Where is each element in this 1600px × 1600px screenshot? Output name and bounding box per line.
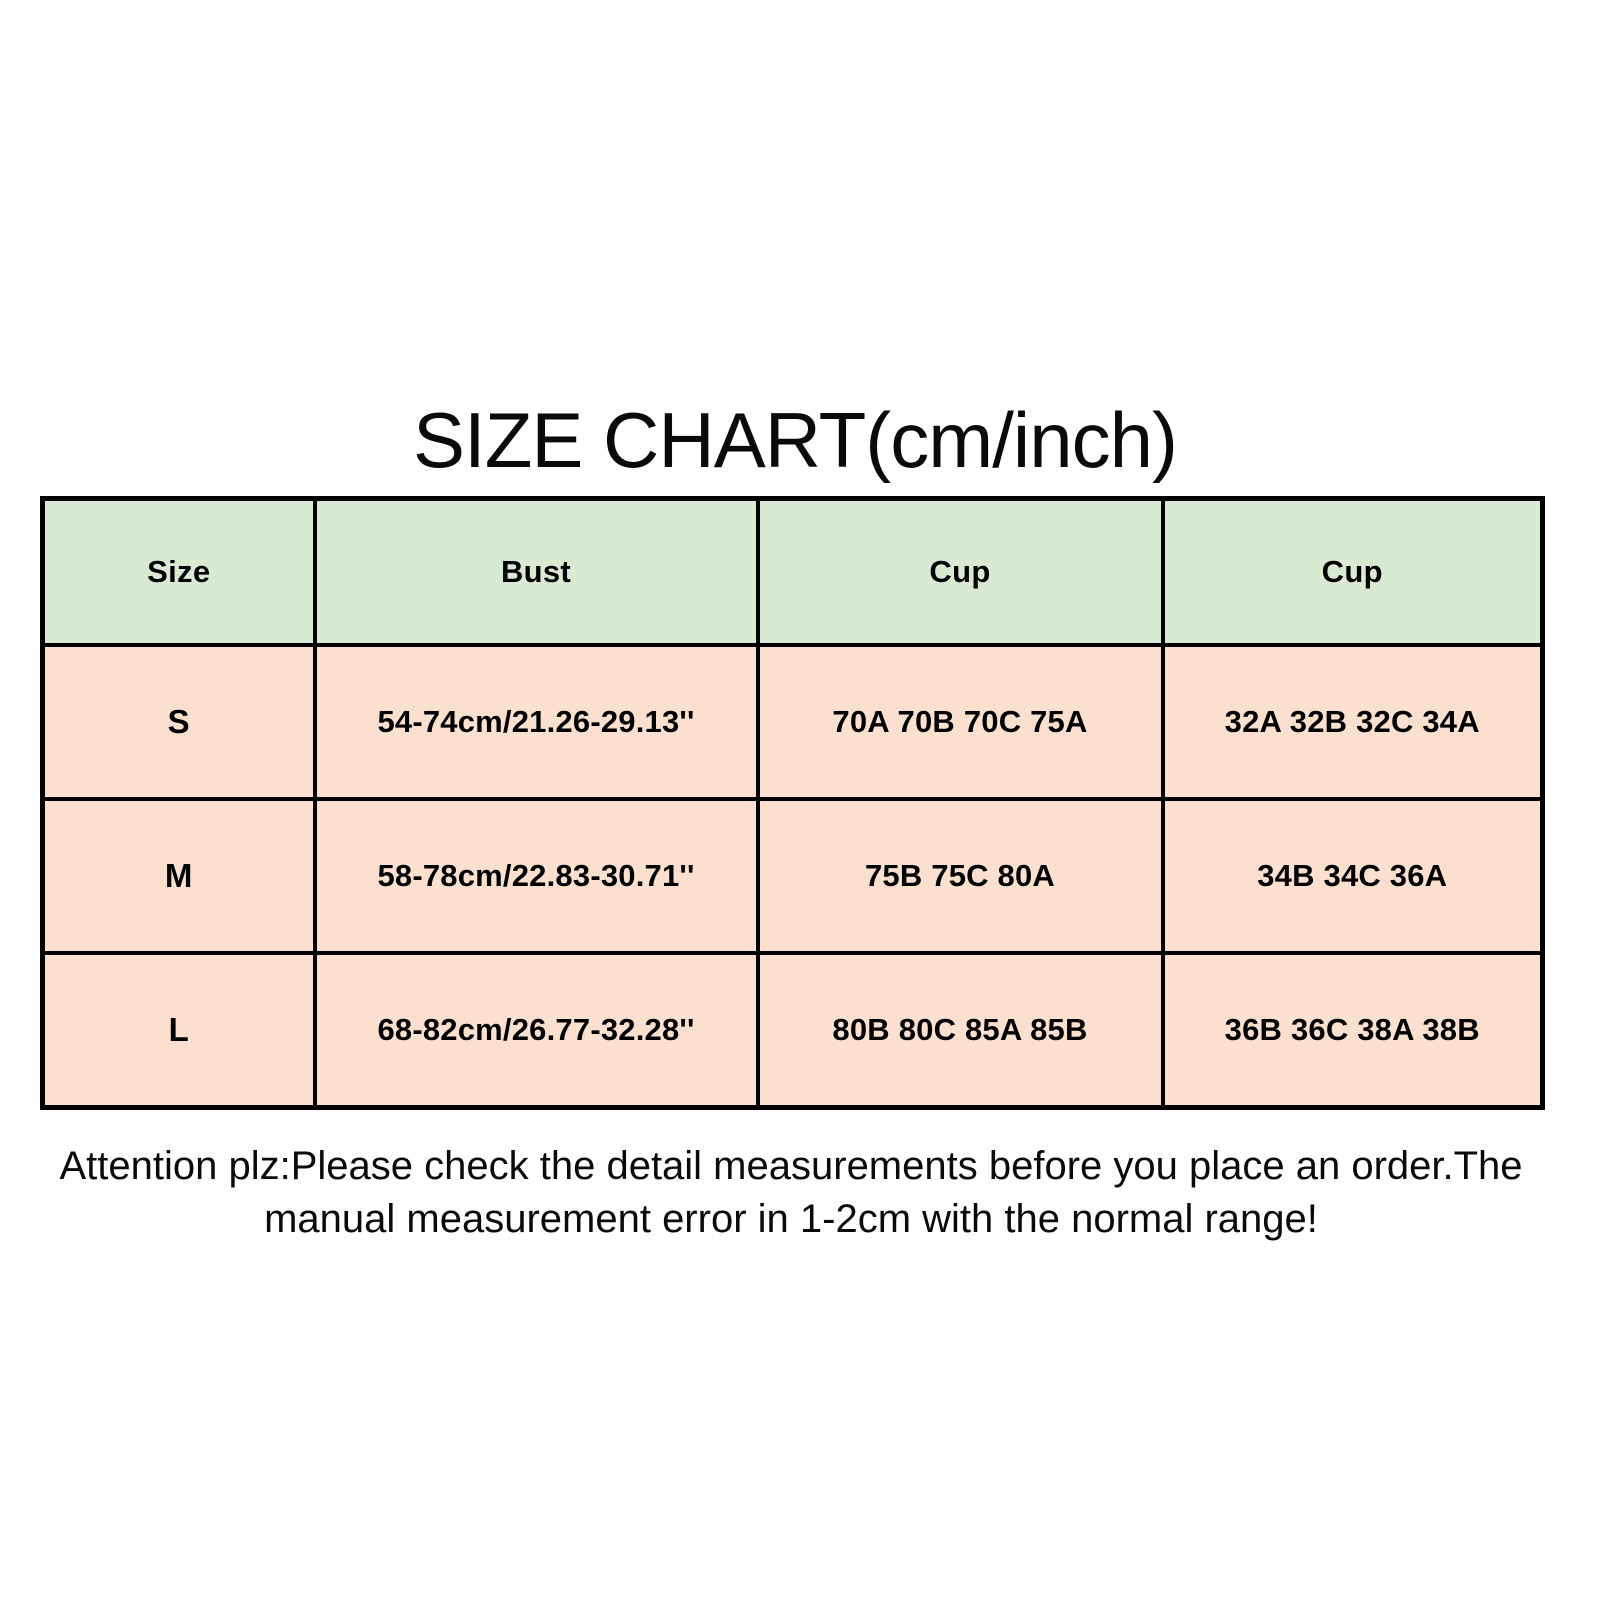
table-row: [43, 799, 1543, 953]
cell-bust: 68-82cm/26.77-32.28'': [315, 953, 758, 1108]
attention-note: Attention plz:Please check the detail measurements before you place an order.The manual measurement error in 1-2cm with the normal range!: [59, 1143, 1523, 1241]
table-row: [43, 953, 1543, 1108]
column-header-bust: Bust: [315, 498, 758, 645]
cell-cup-cm: 70A 70B 70C 75A: [758, 645, 1163, 799]
cell-cup-cm: 80B 80C 85A 85B: [758, 953, 1163, 1108]
cell-size: L: [43, 953, 315, 1108]
column-header-cup-inch: Cup: [1163, 498, 1543, 645]
cell-bust: 58-78cm/22.83-30.71'': [315, 799, 758, 953]
size-chart-table: [40, 496, 1545, 1110]
cell-cup-inch: 36B 36C 38A 38B: [1163, 953, 1543, 1108]
page-title: SIZE CHART(cm/inch): [413, 396, 1177, 484]
cell-size: S: [43, 645, 315, 799]
table-header-row: [43, 498, 1543, 645]
column-header-size: Size: [43, 498, 315, 645]
cell-cup-inch: 32A 32B 32C 34A: [1163, 645, 1543, 799]
cell-bust: 54-74cm/21.26-29.13'': [315, 645, 758, 799]
column-header-cup-cm: Cup: [758, 498, 1163, 645]
size-chart-container: [40, 396, 1540, 1245]
cell-size: M: [43, 799, 315, 953]
cell-cup-inch: 34B 34C 36A: [1163, 799, 1543, 953]
cell-cup-cm: 75B 75C 80A: [758, 799, 1163, 953]
table-row: [43, 645, 1543, 799]
